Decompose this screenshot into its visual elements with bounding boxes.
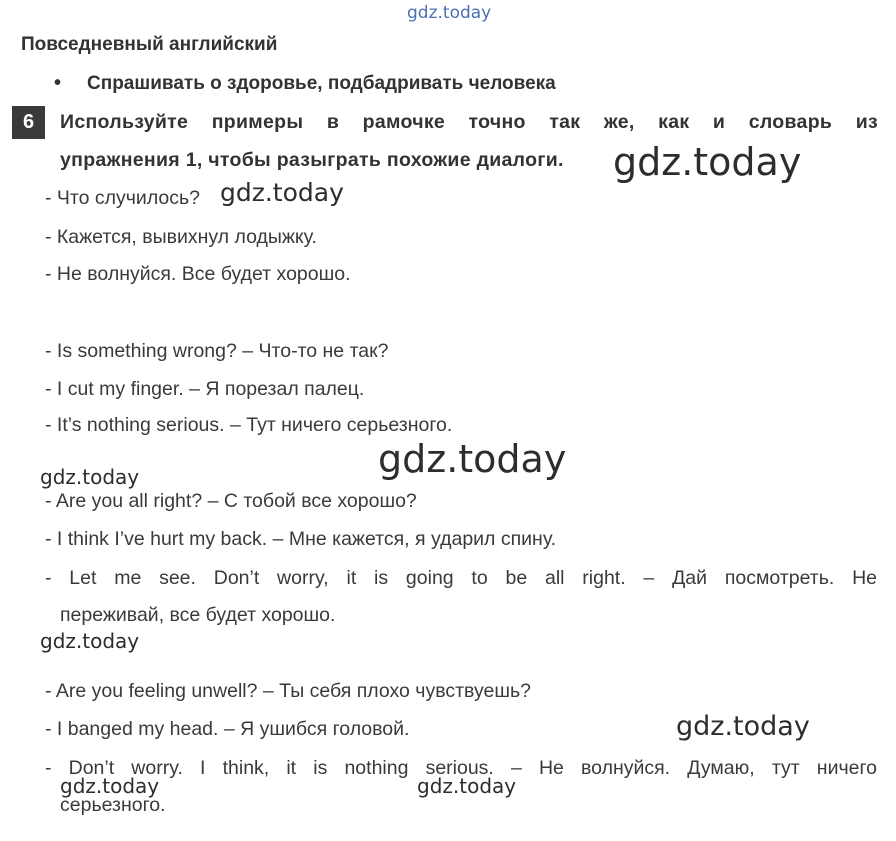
dialogue-line: - Не волнуйся. Все будет хорошо.: [45, 263, 351, 285]
phrase-line: - Don’t worry. I think, it is nothing serious. – Не волнуйся. Думаю, тут ничего: [45, 757, 877, 779]
phrase-line: - Is something wrong? – Что-то не так?: [45, 340, 389, 362]
dialogue-line: - Кажется, вывихнул лодыжку.: [45, 226, 317, 248]
phrase-line-continuation: серьезного.: [60, 794, 166, 816]
watermark-text: gdz.today: [40, 629, 140, 653]
phrase-line: - I think I’ve hurt my back. – Мне кажется, я ударил спину.: [45, 528, 557, 550]
watermark-text: gdz.today: [676, 711, 810, 742]
watermark-text: gdz.today: [60, 774, 160, 798]
section-title: Повседневный английский: [21, 34, 278, 55]
watermark-text: gdz.today: [40, 465, 140, 489]
bullet-text: Спрашивать о здоровье, подбадривать человека: [87, 73, 556, 94]
task-instruction-line1: Используйте примеры в рамочке точно так же, как и словарь из: [60, 111, 878, 133]
watermark-text: gdz.today: [417, 774, 517, 798]
watermark-text: gdz.today: [407, 3, 492, 23]
phrase-line: - I cut my finger. – Я порезал палец.: [45, 378, 365, 400]
dialogue-line: - Что случилось?: [45, 187, 201, 209]
phrase-line-continuation: переживай, все будет хорошо.: [60, 604, 336, 626]
watermark-text: gdz.today: [220, 178, 344, 207]
watermark-text: gdz.today: [378, 437, 567, 481]
task-instruction-line2: упражнения 1, чтобы разыграть похожие диалоги.: [60, 149, 564, 171]
phrase-line: - Are you feeling unwell? – Ты себя плохо чувствуешь?: [45, 680, 531, 702]
phrase-line: - It’s nothing serious. – Тут ничего серьезного.: [45, 414, 453, 436]
bullet-dot: •: [54, 72, 62, 94]
phrase-line: - Are you all right? – С тобой все хорошо?: [45, 490, 417, 512]
phrase-line: - I banged my head. – Я ушибся головой.: [45, 718, 410, 740]
task-number-badge: 6: [12, 106, 45, 139]
watermark-text: gdz.today: [613, 140, 802, 184]
phrase-line: - Let me see. Don’t worry, it is going to be all right. – Дай посмотреть. Не: [45, 567, 877, 589]
